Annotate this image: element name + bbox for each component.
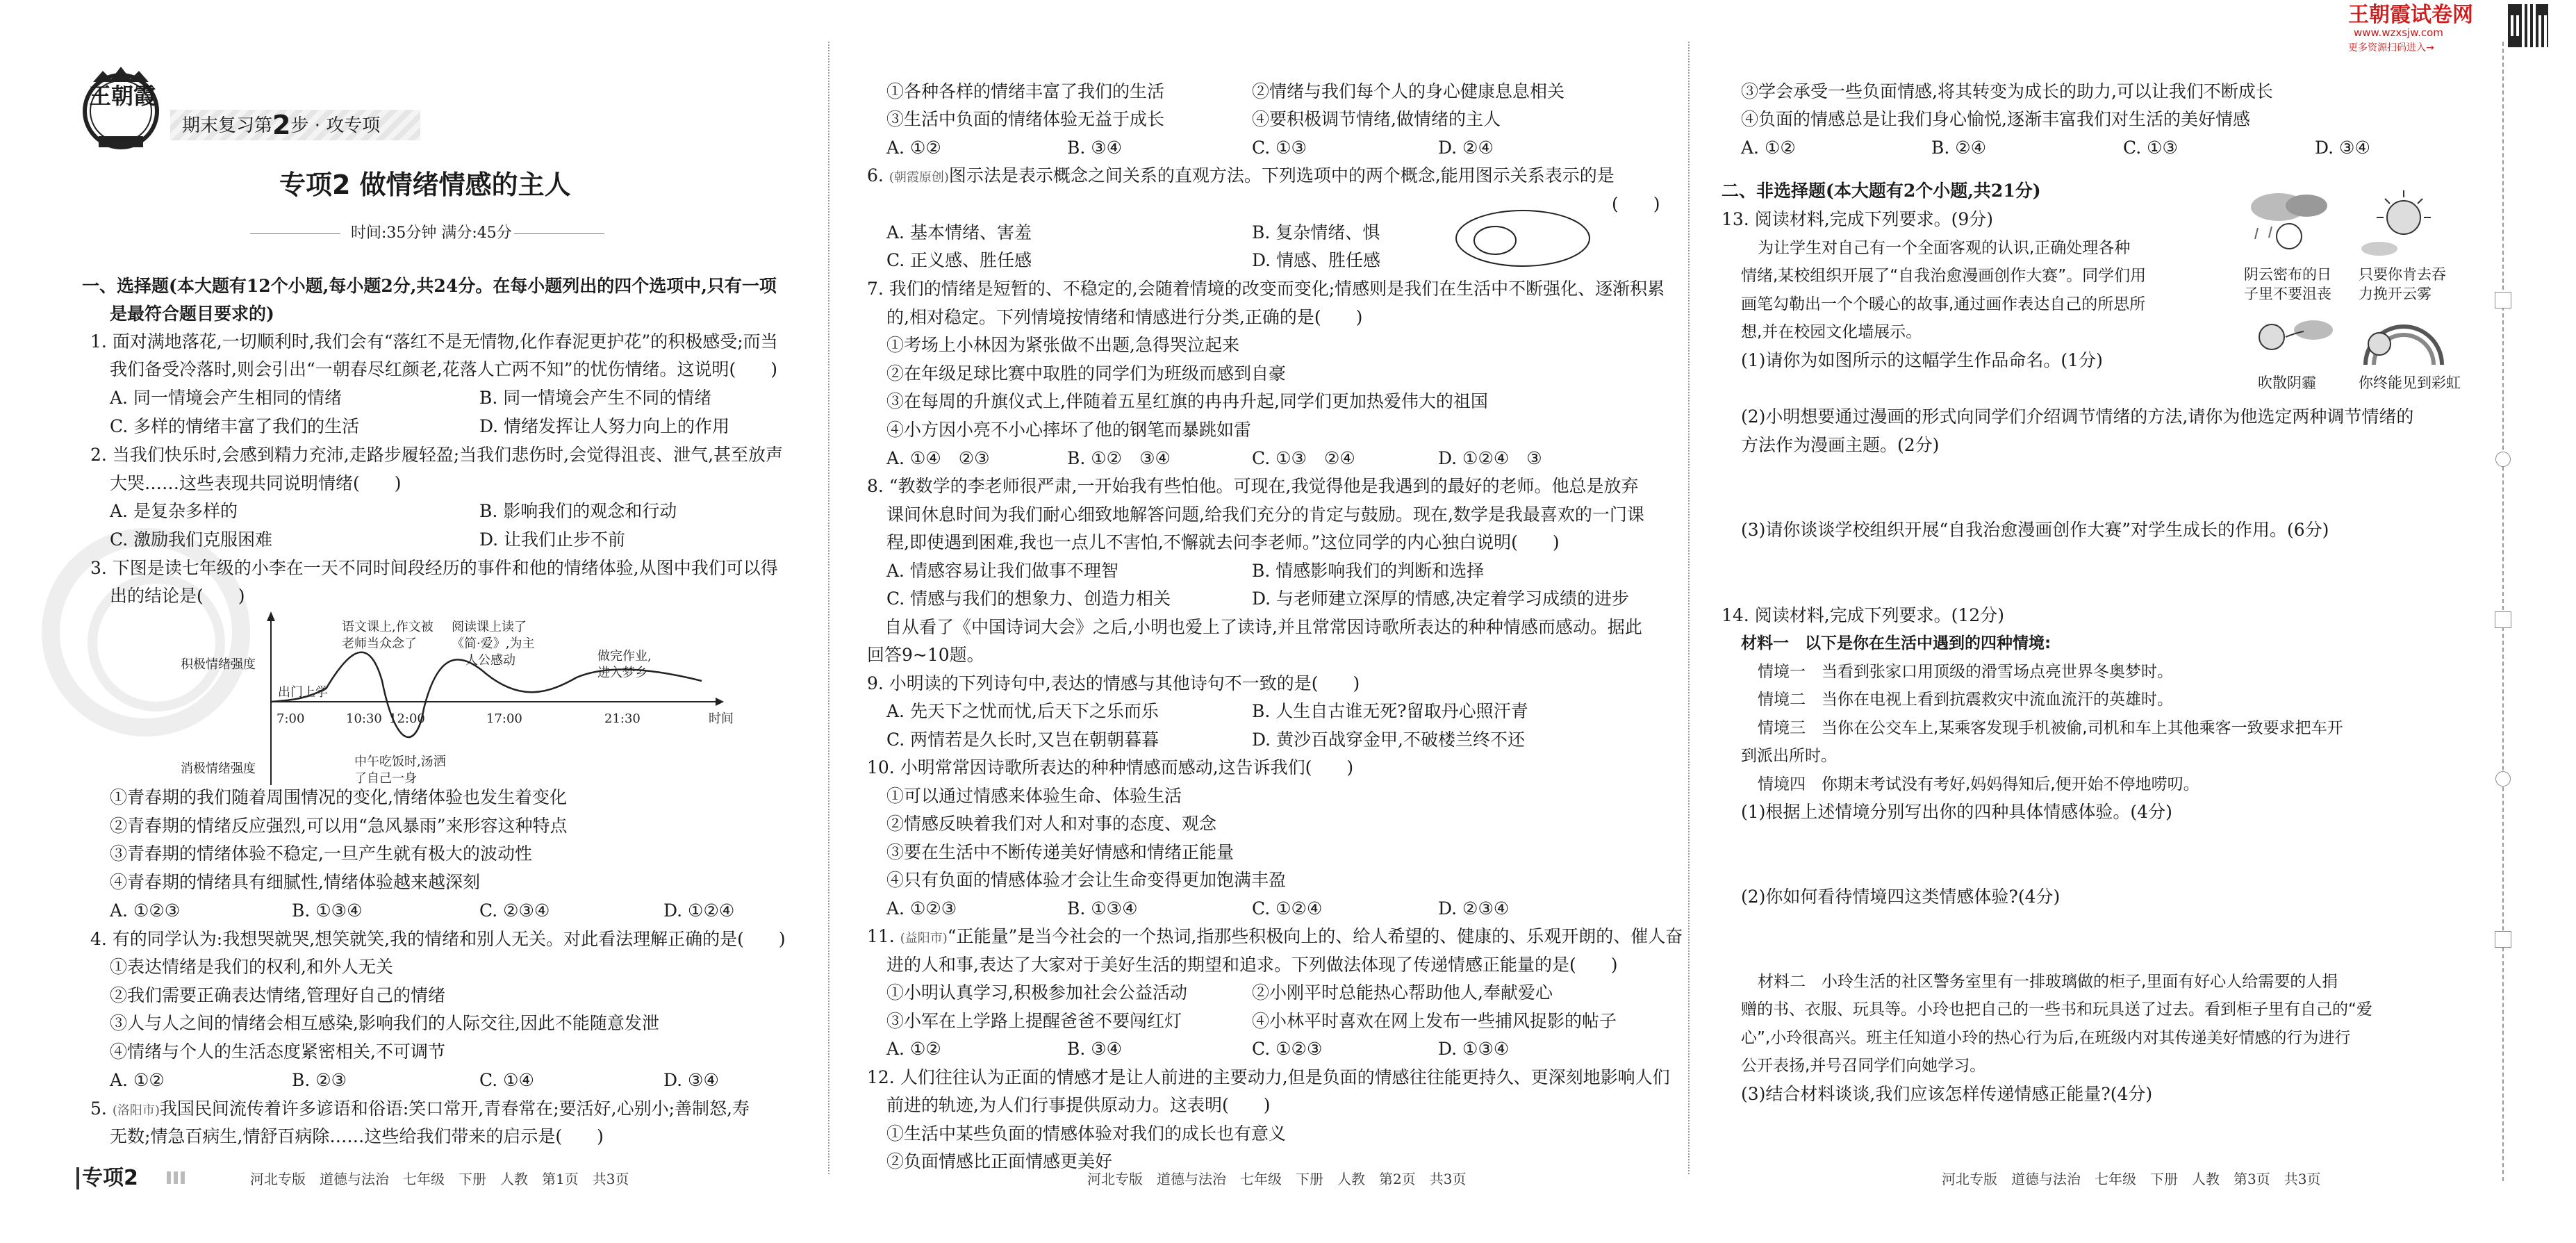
q6-option: D. 情感、胜任感	[1252, 250, 1381, 270]
q12-statement: ③学会承受一些负面情感,将其转变为成长的助力,可以让我们不断成长	[1741, 81, 2273, 101]
binding-hole	[2495, 452, 2511, 467]
exam-page-3	[1709, 0, 2576, 1243]
q5-option: A. ①②	[886, 138, 941, 158]
comic-caption: 只要你肯去吞	[2359, 266, 2446, 283]
logo-text: 王朝霞	[89, 83, 156, 109]
section-2-heading: 二、非选择题(本大题有2个小题,共21分)	[1722, 181, 2041, 201]
q8-stem: 8. “教数学的李老师很严肃,一开始我有些怕他。可现在,我觉得他是我遇到的最好的老师。他总是放弃	[867, 476, 1639, 496]
q3-statement: ②青春期的情绪反应强烈,可以用“急风暴雨”来形容这种特点	[110, 816, 568, 836]
q11-source: (益阳市)	[900, 931, 948, 946]
q1-option: D. 情绪发挥让人努力向上的作用	[479, 416, 730, 436]
comic-caption: 吹散阴霾	[2258, 374, 2316, 391]
q10-statement: ③要在生活中不断传递美好情感和情绪正能量	[886, 842, 1235, 862]
q6-option: A. 基本情绪、害羞	[886, 222, 1032, 242]
q12-stem: 12. 人们往往认为正面的情感才是让人前进的主要动力,但是负面的情感往往能更持久、更深刻地影响人们	[867, 1067, 1670, 1087]
q6-option: C. 正义感、胜任感	[886, 250, 1032, 270]
q14-scenario: 情境四 你期末考试没有考好,妈妈得知后,便开始不停地唠叨。	[1758, 775, 2199, 793]
brand-more: 更多资源扫码进入→	[2348, 42, 2434, 53]
q4-option: B. ②③	[292, 1070, 347, 1090]
q7-option: C. ①③ ②④	[1252, 448, 1355, 468]
q10-statement: ②情感反映着我们对人和对事的态度、观念	[886, 814, 1217, 834]
q14-req-2: (2)你如何看待情境四这类情感体验?(4分)	[1741, 887, 2061, 907]
event-label: 了自己一身	[354, 771, 417, 786]
q9-option: C. 两情若是久长时,又岂在朝朝暮暮	[886, 730, 1159, 750]
q11-option: D. ①③④	[1438, 1039, 1510, 1059]
q11-stem: 进的人和事,表达了大家对于美好生活的期望和追求。下列做法体现了传递情感正能量的是( )	[886, 955, 1618, 975]
q14-material-2: 公开表扬,并号召同学们向她学习。	[1741, 1057, 1986, 1075]
q11-stem: 11. (益阳市)“正能量”是当今社会的一个热词,指那些积极向上的、给人希望的、健康的、乐观开朗的、催人奋	[867, 926, 1683, 946]
q14-req-3: (3)结合材料谈谈,我们应该怎样传递情感正能量?(4分)	[1741, 1084, 2153, 1104]
q5-stem: 5. (洛阳市)我国民间流传着许多谚语和俗语:笑口常开,青春常在;要活好,心别小;善制怒,寿	[90, 1098, 750, 1119]
exam-page-2	[854, 0, 1709, 1243]
tick-label: 17:00	[486, 711, 522, 726]
q10-option: B. ①③④	[1067, 898, 1138, 919]
comic-panel-3	[2237, 309, 2341, 372]
q5-option: D. ②④	[1438, 138, 1494, 158]
q9-option: A. 先天下之忧而忧,后天下之乐而乐	[886, 701, 1159, 721]
q2-option: D. 让我们止步不前	[479, 529, 626, 550]
section-1-heading-cont: 是最符合题目要求的)	[110, 304, 274, 324]
q6-source: (朝霞原创)	[889, 170, 949, 185]
q13-req-2: 方法作为漫画主题。(2分)	[1741, 435, 1940, 455]
comic-panel-1	[2237, 186, 2341, 263]
q10-option: C. ①②④	[1252, 898, 1323, 919]
q9-stem: 9. 小明读的下列诗句中,表达的情感与其他诗句不一致的是( )	[867, 673, 1360, 693]
event-label: 人公感动	[465, 653, 515, 668]
q13-material: 画笔勾勒出一个个暖心的故事,通过画作表达自己的所思所	[1741, 295, 2146, 313]
q7-stem: 的,相对稳定。下列情境按情绪和情感进行分类,正确的是( )	[886, 307, 1363, 327]
q8-option: B. 情感影响我们的判断和选择	[1252, 561, 1485, 581]
q4-statement: ③人与人之间的情绪会相互感染,影响我们的人际交往,因此不能随意发泄	[110, 1013, 659, 1033]
q7-statement: ④小方因小亮不小心摔坏了他的钢笔而暴跳如雷	[886, 420, 1252, 440]
q2-option: A. 是复杂多样的	[110, 501, 238, 521]
q2-stem: 2. 当我们快乐时,会感到精力充沛,走路步履轻盈;当我们悲伤时,会觉得沮丧、泄气,甚至放声	[90, 445, 784, 465]
q10-option: A. ①②③	[886, 898, 957, 919]
event-label: 出门上学	[278, 685, 328, 700]
q3-stem: 3. 下图是读七年级的小李在一天不同时间段经历的事件和他的情绪体验,从图中我们可以得	[90, 558, 778, 578]
q1-option: C. 多样的情绪丰富了我们的生活	[110, 416, 360, 436]
q7-option: D. ①②④ ③	[1438, 448, 1542, 468]
event-label: 进入梦乡	[597, 666, 647, 680]
q9-option: B. 人生自古谁无死?留取丹心照汗青	[1252, 701, 1528, 721]
q12-option: C. ①③	[2123, 138, 2178, 158]
q8-option: C. 情感与我们的想象力、创造力相关	[886, 588, 1171, 609]
q6-answer-blank: ( )	[1612, 194, 1660, 214]
tick-label: 7:00	[276, 711, 305, 726]
q4-option: A. ①②	[110, 1070, 165, 1090]
page-divider	[828, 42, 829, 1174]
q12-option: D. ③④	[2315, 138, 2370, 158]
q6-venn-diagram	[1453, 207, 1592, 270]
binding-mark	[2495, 292, 2511, 308]
x-axis-label: 时间	[709, 711, 734, 726]
tick-label: 21:30	[604, 711, 641, 726]
q14-stem: 14. 阅读材料,完成下列要求。(12分)	[1722, 605, 2004, 625]
q4-stem: 4. 有的同学认为:我想哭就哭,想笑就笑,我的情绪和别人无关。对此看法理解正确的是( )	[90, 929, 786, 949]
footer-tag: 专项2	[82, 1166, 138, 1190]
q13-req-1: (1)请你为如图所示的这幅学生作品命名。(1分)	[1741, 350, 2103, 370]
q10-stem: 10. 小明常常因诗歌所表达的种种情感而感动,这告诉我们( )	[867, 757, 1354, 777]
y-label-negative: 消极情绪强度	[181, 762, 256, 776]
q7-option: B. ①② ③④	[1067, 448, 1171, 468]
q12-stem: 前进的轨迹,为人们行事提供原动力。这表明( )	[886, 1095, 1271, 1115]
q8-option: A. 情感容易让我们做事不理智	[886, 561, 1118, 581]
q10-option: D. ②③④	[1438, 898, 1510, 919]
q7-statement: ③在每周的升旗仪式上,伴随着五星红旗的冉冉升起,同学们更加热爱伟大的祖国	[886, 391, 1488, 411]
divider	[514, 233, 604, 234]
q6-stem: 6. (朝霞原创)图示法是表示概念之间关系的直观方法。下列选项中的两个概念,能用图示关系表示的是	[867, 165, 1615, 186]
q5-statement: ②情绪与我们每个人的身心健康息息相关	[1252, 81, 1565, 101]
binding-hole	[2495, 771, 2511, 787]
q9-option: D. 黄沙百战穿金甲,不破楼兰终不还	[1252, 730, 1525, 750]
q3-emotion-chart	[160, 611, 743, 792]
q5-statement: ④要积极调节情绪,做情绪的主人	[1252, 109, 1501, 129]
q3-stem: 出的结论是( )	[110, 586, 245, 606]
binding-mark	[2495, 931, 2511, 948]
q1-stem: 1. 面对满地落花,一切顺利时,我们会有“落红不是无情物,化作春泥更护花”的积极感受;而当	[90, 331, 778, 352]
q8-stem: 程,即使遇到困难,我也一点儿不害怕,不懈就去问李老师。”这位同学的内心独白说明( )	[886, 532, 1560, 552]
q11-statement: ②小刚平时总能热心帮助他人,奉献爱心	[1252, 982, 1553, 1003]
q11-statement: ①小明认真学习,积极参加社会公益活动	[886, 982, 1187, 1003]
q4-statement: ①表达情绪是我们的权利,和外人无关	[110, 957, 393, 977]
q11-option: C. ①②③	[1252, 1039, 1323, 1059]
comic-caption: 子里不要沮丧	[2244, 286, 2331, 302]
tick-label: 12:00	[389, 711, 425, 726]
event-label: 阅读课上读了	[452, 620, 527, 634]
event-label: 《简·爱》,为主	[452, 636, 535, 651]
q1-option: B. 同一情境会产生不同的情绪	[479, 388, 712, 408]
tick-label: 10:30	[346, 711, 382, 726]
q14-material-2: 赠的书、衣服、玩具等。小玲也把自己的一些书和玩具送了过去。看到柜子里有自己的“爱	[1741, 1001, 2372, 1019]
qr-code-icon[interactable]	[2508, 4, 2548, 47]
q14-material-1: 材料一 以下是你在生活中遇到的四种情境:	[1741, 634, 2051, 652]
q12-option: B. ②④	[1931, 138, 1987, 158]
brand-url[interactable]: www.wzxsjw.com	[2354, 26, 2443, 39]
q9-10-intro: 回答9~10题。	[867, 645, 984, 665]
q3-option: B. ①③④	[292, 900, 363, 921]
q12-option: A. ①②	[1741, 138, 1796, 158]
q11-statement: ③小军在上学路上提醒爸爸不要闯红灯	[886, 1011, 1182, 1031]
q5-option: B. ③④	[1067, 138, 1123, 158]
q3-option: D. ①②④	[663, 900, 735, 921]
q2-option: C. 激励我们克服困难	[110, 529, 273, 550]
header-step: 期末复习第2步 · 攻专项	[182, 110, 381, 140]
q6-option: B. 复杂情绪、惧	[1252, 222, 1380, 242]
q8-stem: 课间休息时间为我们耐心细致地解答问题,给我们充分的肯定与鼓励。现在,数学是我最喜欢的一门课	[886, 504, 1644, 525]
q13-req-2: (2)小明想要通过漫画的形式向同学们介绍调节情绪的方法,请你为他选定两种调节情绪的	[1741, 406, 2414, 427]
q13-material: 想,并在校园文化墙展示。	[1741, 323, 1922, 341]
q4-statement: ②我们需要正确表达情绪,管理好自己的情绪	[110, 985, 445, 1005]
footer-page-1: 河北专版 道德与法治 七年级 下册 人教 第1页 共3页	[250, 1171, 629, 1187]
page-divider	[1688, 42, 1690, 1174]
q14-scenario: 情境三 当你在公交车上,某乘客发现手机被偷,司机和车上其他乘客一致要求把车开	[1758, 719, 2343, 737]
q7-statement: ②在年级足球比赛中取胜的同学们为班级而感到自豪	[886, 363, 1287, 384]
q7-stem: 7. 我们的情绪是短暂的、不稳定的,会随着情境的改变而变化;情感则是我们在生活中不断强化、逐渐积累	[867, 279, 1665, 299]
y-label-positive: 积极情绪强度	[181, 657, 256, 672]
q12-statement: ④负面的情感总是让我们身心愉悦,逐渐丰富我们对生活的美好情感	[1741, 109, 2250, 129]
event-label: 中午吃饭时,汤洒	[354, 755, 446, 769]
comic-panel-4	[2352, 309, 2456, 372]
q4-option: D. ③④	[663, 1070, 719, 1090]
q14-scenario: 情境二 当你在电视上看到抗震救灾中流血流汗的英雄时。	[1758, 691, 2173, 709]
q5-source: (洛阳市)	[112, 1103, 160, 1118]
q3-option: A. ①②③	[110, 900, 181, 921]
q13-material: 情绪,某校组织开展了“自我治愈漫画创作大赛”。同学们用	[1741, 267, 2147, 285]
q14-material-2: 材料二 小玲生活的社区警务室里有一排玻璃做的柜子,里面有好心人给需要的人捐	[1758, 973, 2338, 991]
q12-statement: ②负面情感比正面情感更美好	[886, 1151, 1113, 1171]
comic-caption: 阴云密布的日	[2244, 266, 2331, 283]
time-info: 时间:35分钟 满分:45分	[351, 224, 512, 242]
footer-page-3: 河北专版 道德与法治 七年级 下册 人教 第3页 共3页	[1942, 1171, 2321, 1187]
q14-req-1: (1)根据上述情境分别写出你的四种具体情感体验。(4分)	[1741, 802, 2172, 822]
q4-option: C. ①④	[479, 1070, 534, 1090]
event-label: 老师当众念了	[342, 636, 417, 651]
footer-dash	[167, 1171, 188, 1184]
q11-statement: ④小林平时喜欢在网上发布一些捕风捉影的帖子	[1252, 1011, 1617, 1031]
q12-statement: ①生活中某些负面的情感体验对我们的成长也有意义	[886, 1123, 1287, 1144]
q1-stem: 我们备受冷落时,则会引出“一朝春尽红颜老,花落人亡两不知”的忧伤情绪。这说明( )	[110, 359, 777, 379]
q10-statement: ①可以通过情感来体验生命、体验生活	[886, 786, 1182, 806]
q3-statement: ①青春期的我们随着周围情况的变化,情绪体验也发生着变化	[110, 787, 567, 807]
q7-statement: ①考场上小林因为紧张做不出题,急得哭泣起来	[886, 335, 1239, 355]
q14-scenario: 情境一 当看到张家口用顶级的滑雪场点亮世界冬奥梦时。	[1758, 663, 2173, 681]
binding-mark	[2495, 611, 2511, 628]
comic-caption: 力挽开云雾	[2359, 286, 2431, 302]
q13-stem: 13. 阅读材料,完成下列要求。(9分)	[1722, 209, 1994, 229]
q3-statement: ③青春期的情绪体验不稳定,一旦产生就有极大的波动性	[110, 843, 532, 864]
footer-mark	[76, 1167, 79, 1190]
q4-statement: ④情绪与个人的生活态度紧密相关,不可调节	[110, 1042, 445, 1062]
q11-option: A. ①②	[886, 1039, 941, 1059]
q2-option: B. 影响我们的观念和行动	[479, 501, 677, 521]
outer-ellipse	[1456, 211, 1590, 266]
footer-page-2: 河北专版 道德与法治 七年级 下册 人教 第2页 共3页	[1087, 1171, 1467, 1187]
q14-material-2: 心”,小玲很高兴。班主任知道小玲的热心行为后,在班级内对其传递美好情感的行为进行	[1741, 1029, 2351, 1047]
q8-option: D. 与老师建立深厚的情感,决定着学习成绩的进步	[1252, 588, 1629, 609]
q10-statement: ④只有负面的情感体验才会让生命变得更加饱满丰盈	[886, 870, 1287, 890]
exam-page-1	[0, 0, 854, 1243]
comic-caption: 你终能见到彩虹	[2359, 374, 2461, 391]
q5-statement: ①各种各样的情绪丰富了我们的生活	[886, 81, 1165, 101]
q2-stem: 大哭……这些表现共同说明情绪( )	[110, 473, 402, 493]
q7-option: A. ①④ ②③	[886, 448, 990, 468]
q11-option: B. ③④	[1067, 1039, 1123, 1059]
section-1-heading: 一、选择题(本大题有12个小题,每小题2分,共24分。在每小题列出的四个选项中,只有一项	[82, 276, 777, 296]
q14-scenario: 到派出所时。	[1741, 747, 1837, 765]
q3-statement: ④青春期的情绪具有细腻性,情绪体验越来越深刻	[110, 872, 480, 892]
event-label: 做完作业,	[597, 649, 652, 664]
q13-req-3: (3)请你谈谈学校组织开展“自我治愈漫画创作大赛”对学生成长的作用。(6分)	[1741, 520, 2329, 540]
page-title: 专项2 做情绪情感的主人	[279, 170, 571, 200]
q5-statement: ③生活中负面的情绪体验无益于成长	[886, 109, 1165, 129]
q5-stem: 无数;情急百病生,情舒百病除……这些给我们带来的启示是( )	[110, 1126, 604, 1146]
comic-panel-2	[2352, 186, 2456, 263]
q13-material: 为让学生对自己有一个全面客观的认识,正确处理各种	[1758, 239, 2131, 257]
event-label: 语文课上,作文被	[342, 620, 434, 634]
q9-10-intro: 自从看了《中国诗词大会》之后,小明也爱上了读诗,并且常常因诗歌所表达的种种情感而感动。据此	[867, 617, 1642, 637]
brand-name: 王朝霞试卷网	[2348, 3, 2473, 27]
inner-ellipse	[1474, 227, 1516, 254]
q5-option: C. ①③	[1252, 138, 1307, 158]
divider	[250, 233, 340, 234]
q3-option: C. ②③④	[479, 900, 550, 921]
q1-option: A. 同一情境会产生相同的情绪	[110, 388, 342, 408]
